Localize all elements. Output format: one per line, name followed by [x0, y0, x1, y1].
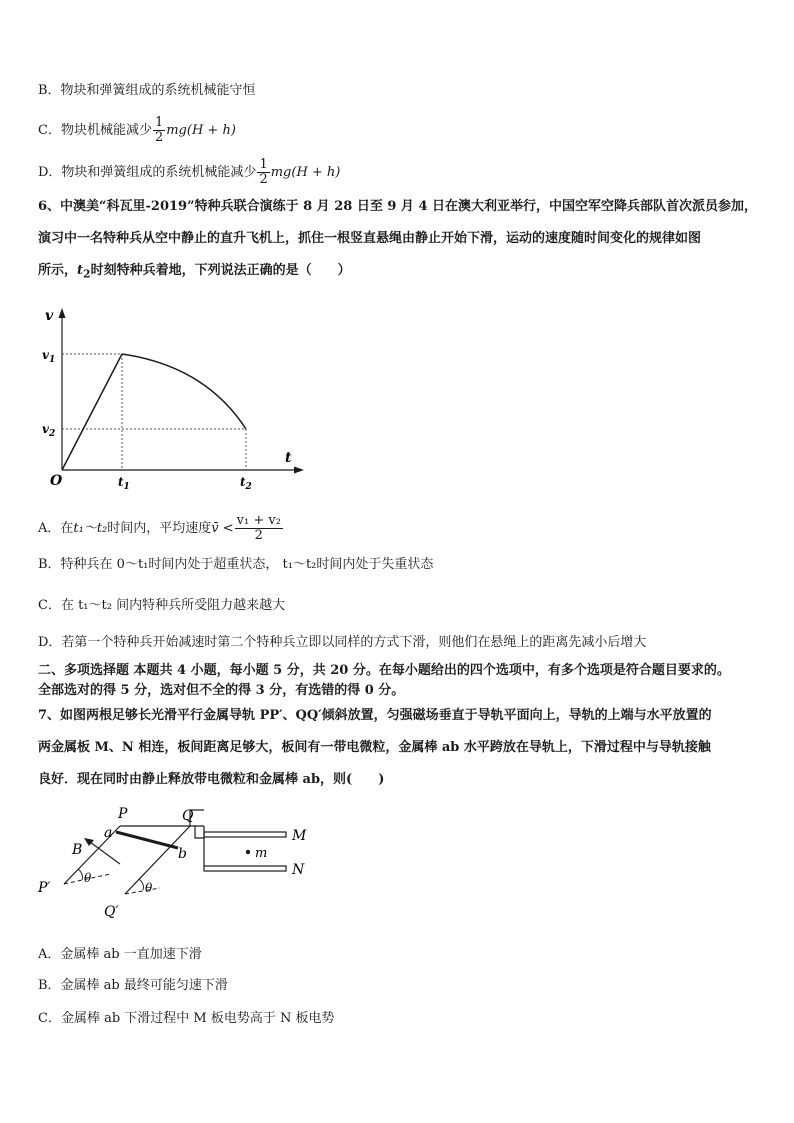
label-b: b [178, 846, 187, 862]
q5-option-d [38, 158, 340, 187]
q6-stem-line3: 所示，$t_2$时刻特种兵着地，下列说法正确的是（ ） [38, 263, 351, 281]
t1-label: $t_1$ [118, 475, 130, 492]
label-n-plate: N [292, 862, 305, 878]
q5-option-c-fraction: $\frac{1}{2}$ [154, 115, 164, 145]
angle-arc-q [139, 879, 144, 890]
t2-label: $t_2$ [240, 475, 252, 492]
section2-heading-line2: 全部选对的得 5 分，选对但不全的得 3 分，有选错的得 0 分。 [38, 683, 405, 698]
q7-option-b: B．金属棒 ab 最终可能匀速下滑 [38, 978, 228, 993]
q6-stem-line1: 6、中澳美“科瓦里-2019”特种兵联合演练于 8 月 28 日至 9 月 4 日在澳大利亚举行，中国空军空降兵部队首次派员参加， [38, 199, 758, 214]
v2-label: $v_2$ [42, 422, 56, 439]
q7-stem-line3: 良好．现在同时由静止释放带电微粒和金属棒 ab，则( ) [38, 772, 385, 787]
accel-segment [62, 354, 122, 470]
label-q-prime: Q′ [104, 904, 119, 920]
q6-option-d: D．若第一个特种兵开始减速时第二个特种兵立即以同样的方式下滑，则他们在悬绳上的距离先减小后增大 [38, 635, 647, 650]
q5-option-c [38, 116, 236, 145]
q5-option-d-fraction: $\frac{1}{2}$ [259, 157, 268, 187]
y-axis-arrow-icon [59, 308, 66, 318]
label-m-plate: M [292, 828, 307, 844]
q5-option-c-expr: mg(H + h) [166, 123, 236, 138]
label-theta-p: θ [84, 871, 92, 885]
plate-n [204, 866, 286, 871]
v1-label: $v_1$ [42, 348, 56, 365]
label-p: P [118, 806, 128, 822]
q5-option-d-text: D．物块和弹簧组成的系统机械能减少 [38, 165, 257, 180]
label-a: a [104, 825, 113, 841]
label-theta-q: θ [145, 881, 153, 895]
q5-option-b: B．物块和弹簧组成的系统机械能守恒 [38, 83, 256, 98]
metal-rod-ab [116, 832, 178, 848]
q7-stem-line2: 两金属板 M、N 相连，板间距离足够大，板间有一带电微粒，金属棒 ab 水平跨放在导轨上，下滑过程中与导轨接触 [38, 740, 711, 755]
q6-option-a: A．在t₁～t₂时间内，平均速度v̄ < $\frac{\text{v₁ + v₂}}{2}$ [38, 513, 281, 543]
q6-stem-line2: 演习中一名特种兵从空中静止的直升飞机上，抓住一根竖直悬绳由静止开始下滑，运动的速度随时间变化的规律如图 [38, 231, 702, 246]
q7-option-a: A．金属棒 ab 一直加速下滑 [38, 947, 202, 962]
q6-option-c: C．在 t₁～t₂ 间内特种兵所受阻力越来越大 [38, 598, 286, 613]
q6-velocity-time-graph [40, 300, 310, 500]
wire-q-connector [195, 826, 204, 838]
origin-label: O [50, 473, 63, 489]
y-axis-label: v [45, 308, 54, 324]
q7-rail-diagram [30, 802, 330, 927]
x-axis-arrow-icon [294, 467, 304, 474]
section2-heading-line1: 二、多项选择题 本题共 4 小题，每小题 5 分，共 20 分。在每小题给出的四个选项中，有多个选项是符合题目要求的。 [38, 663, 730, 678]
q7-stem-line1: 7、如图两根足够长光滑平行金属导轨 PP′、QQ′倾斜放置，匀强磁场垂直于导轨平面向上，导轨的上端与水平放置的 [38, 708, 712, 723]
q6-option-b: B．特种兵在 0～t₁时间内处于超重状态， t₁～t₂时间内处于失重状态 [38, 557, 434, 572]
plate-m [204, 832, 286, 837]
angle-arc-p [78, 869, 83, 880]
x-axis-label: t [285, 450, 292, 466]
label-field-b: B [72, 842, 83, 858]
label-p-prime: P′ [38, 880, 51, 896]
field-b-arrow-icon [84, 838, 94, 846]
label-particle: m [255, 846, 268, 861]
decel-curve [122, 354, 246, 429]
charged-particle [246, 850, 250, 854]
q7-option-c: C．金属棒 ab 下滑过程中 M 板电势高于 N 板电势 [38, 1011, 335, 1026]
q5-option-d-expr: mg(H + h) [270, 165, 341, 180]
q6-option-a-fraction: $\frac{\text{v₁ + v₂}}{2}$ [236, 513, 281, 543]
label-q: Q [182, 808, 194, 824]
q5-option-c-text: C．物块机械能减少 [38, 123, 152, 138]
